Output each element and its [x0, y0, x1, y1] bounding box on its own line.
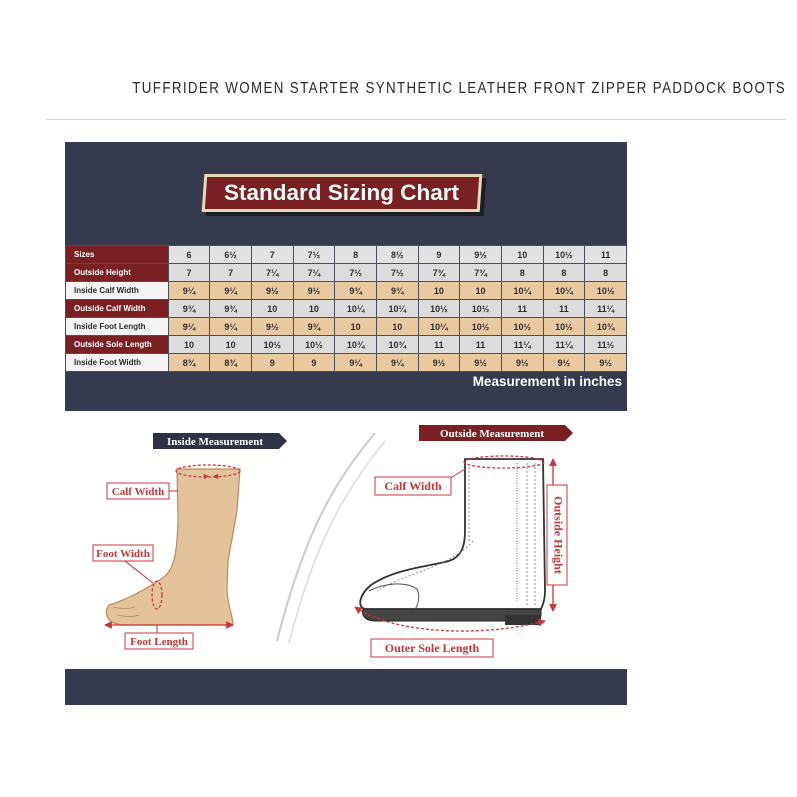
size-table-cell: 7¾ — [418, 264, 460, 282]
size-table-row — [66, 336, 627, 354]
size-table-cell: 9½ — [501, 354, 543, 372]
size-table-cell: 10 — [210, 336, 252, 354]
size-table-cell: 9½ — [251, 318, 293, 336]
size-table-row-label: Inside Calf Width — [66, 282, 169, 300]
product-title: TUFFRIDER WOMEN STARTER SYNTHETIC LEATHER FRONT ZIPPER PADDOCK BOOTS — [132, 80, 786, 97]
size-table-cell: 9½ — [293, 282, 335, 300]
size-table-cell: 10½ — [460, 300, 502, 318]
size-table-cell: 9¾ — [376, 282, 418, 300]
size-table-cell: 10¼ — [418, 318, 460, 336]
inside-heading-label: Inside Measurement — [166, 436, 264, 448]
size-table-cell: 9¼ — [210, 282, 252, 300]
size-table-cell: 9¼ — [210, 318, 252, 336]
size-table-cell: 10½ — [293, 336, 335, 354]
size-table-cell: 7½ — [376, 264, 418, 282]
size-table-cell: 7 — [168, 264, 210, 282]
size-table-cell: 9 — [418, 246, 460, 264]
size-table-cell: 10½ — [543, 246, 585, 264]
size-table-cell: 7¼ — [251, 264, 293, 282]
size-table-row-label: Inside Foot Length — [66, 318, 169, 336]
size-table-cell: 11 — [460, 336, 502, 354]
size-table-cell: 8½ — [376, 246, 418, 264]
size-table-cell: 9 — [251, 354, 293, 372]
chart-banner-title: Standard Sizing Chart — [224, 180, 460, 205]
size-table-cell: 6½ — [210, 246, 252, 264]
size-table-row — [66, 318, 627, 336]
size-table-cell: 7½ — [293, 246, 335, 264]
size-table-cell: 10¼ — [543, 282, 585, 300]
size-table-cell: 9¼ — [168, 282, 210, 300]
measurement-note: Measurement in inches — [472, 374, 622, 389]
size-table-row — [66, 300, 627, 318]
outside-height-label: Outside Height — [551, 496, 566, 574]
size-table-cell: 10 — [293, 300, 335, 318]
size-table-row-label: Outside Sole Length — [66, 336, 169, 354]
size-table-cell: 10¾ — [335, 336, 377, 354]
outer-sole-label: Outer Sole Length — [384, 641, 480, 655]
foot-width-leader — [125, 561, 153, 583]
chart-footer-band — [65, 669, 627, 705]
size-table-cell: 8¾ — [210, 354, 252, 372]
size-table-row-label: Outside Height — [66, 264, 169, 282]
size-table-cell: 9½ — [460, 246, 502, 264]
size-table-cell: 7¼ — [293, 264, 335, 282]
foot-width-label: Foot Width — [96, 548, 150, 560]
size-table-cell: 7½ — [335, 264, 377, 282]
size-table-cell: 10½ — [460, 318, 502, 336]
inside-calf-label: Calf Width — [111, 486, 165, 498]
inside-calf-arrow-glyph: ►◄ — [202, 471, 220, 481]
size-table-cell: 8 — [543, 264, 585, 282]
size-table-cell: 6 — [168, 246, 210, 264]
size-table-cell: 10½ — [585, 282, 627, 300]
boot-heel — [505, 615, 541, 625]
size-table-cell: 11 — [418, 336, 460, 354]
size-table-cell: 11¼ — [543, 336, 585, 354]
size-table-cell: 10½ — [418, 300, 460, 318]
size-table-cell: 9¾ — [210, 300, 252, 318]
illustration-panel — [65, 411, 627, 669]
size-table-cell: 11¼ — [501, 336, 543, 354]
size-table-cell: 8¾ — [168, 354, 210, 372]
size-table-row-label: Inside Foot Width — [66, 354, 169, 372]
size-table-cell: 7¾ — [460, 264, 502, 282]
size-table-cell: 9½ — [543, 354, 585, 372]
size-table-cell: 7 — [251, 246, 293, 264]
size-table-cell: 8 — [335, 246, 377, 264]
size-table-cell: 10¼ — [376, 300, 418, 318]
size-table-cell: 9½ — [585, 354, 627, 372]
size-table-cell: 9¾ — [335, 282, 377, 300]
size-table-cell: 10½ — [543, 318, 585, 336]
size-table-cell: 9½ — [460, 354, 502, 372]
size-table-row — [66, 246, 627, 264]
size-table-cell: 10¼ — [335, 300, 377, 318]
size-table-row-label: Outside Calf Width — [66, 300, 169, 318]
illustration-svg — [65, 411, 627, 669]
size-table-cell: 10¼ — [501, 282, 543, 300]
size-table-cell: 9¼ — [335, 354, 377, 372]
size-table-cell: 9¼ — [168, 318, 210, 336]
size-table-cell: 8 — [501, 264, 543, 282]
title-divider — [46, 119, 786, 120]
size-table-cell: 10 — [501, 246, 543, 264]
size-table-cell: 8 — [585, 264, 627, 282]
size-table — [65, 245, 627, 372]
size-table-cell: 9¾ — [293, 318, 335, 336]
size-table-row — [66, 354, 627, 372]
size-table-cell: 10¾ — [376, 336, 418, 354]
outside-heading-tail — [565, 425, 573, 441]
size-table-cell: 11 — [501, 300, 543, 318]
size-table-cell: 10½ — [501, 318, 543, 336]
size-table-cell: 9½ — [251, 282, 293, 300]
inside-heading-tail — [279, 433, 287, 449]
size-table-cell: 7 — [210, 264, 252, 282]
size-table-cell: 10 — [418, 282, 460, 300]
size-table-row — [66, 282, 627, 300]
size-table-cell: 10 — [376, 318, 418, 336]
size-table-cell: 10 — [335, 318, 377, 336]
size-table-cell: 9¾ — [168, 300, 210, 318]
size-table-cell: 11 — [585, 246, 627, 264]
size-table-cell: 11¼ — [585, 300, 627, 318]
size-table-row — [66, 264, 627, 282]
outside-calf-label: Calf Width — [384, 479, 442, 493]
size-table-cell: 10 — [251, 300, 293, 318]
size-table-cell: 9 — [293, 354, 335, 372]
foot-length-label: Foot Length — [130, 636, 188, 648]
size-table-cell: 9¼ — [376, 354, 418, 372]
size-table-cell: 9½ — [418, 354, 460, 372]
size-table-cell: 11 — [543, 300, 585, 318]
outside-heading-label: Outside Measurement — [440, 428, 544, 440]
size-table-cell: 10 — [460, 282, 502, 300]
size-table-cell: 10½ — [251, 336, 293, 354]
size-table-cell: 10¾ — [585, 318, 627, 336]
chart-banner — [202, 174, 483, 212]
size-table-row-label: Sizes — [66, 246, 169, 264]
size-table-cell: 10 — [168, 336, 210, 354]
size-table-cell: 11½ — [585, 336, 627, 354]
